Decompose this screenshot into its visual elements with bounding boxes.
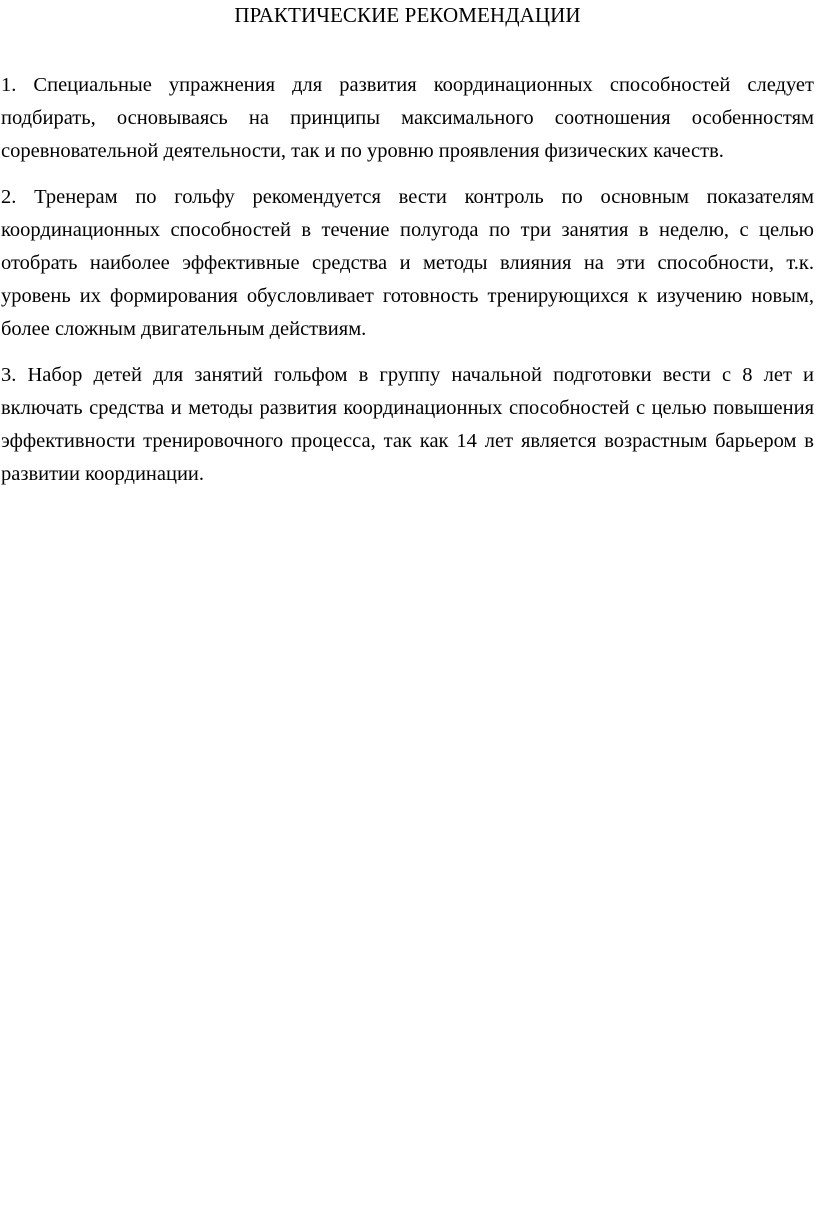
page-title: ПРАКТИЧЕСКИЕ РЕКОМЕНДАЦИИ	[234, 3, 581, 27]
recommendation-paragraph-1: 1. Специальные упражнения для развития координационных способностей следует подбирать, основываясь на принципы максимального соотношения особенностям соревновательной деятельности, так и по уровню проявления физических качеств.	[1, 74, 814, 162]
recommendation-paragraph-3: 3. Набор детей для занятий гольфом в группу начальной подготовки вести с 8 лет и включать средства и методы развития координационных способностей с целью повышения эффективности тренировочного процесса, так как 14 лет является возрастным барьером в развитии координации.	[1, 364, 814, 485]
recommendation-paragraph-2: 2. Тренерам по гольфу рекомендуется вести контроль по основным показателям координационных способностей в течение полугода по три занятия в неделю, с целью отобрать наиболее эффективные средства и методы влияния на эти способности, т.к. уровень их формирования обусловливает готовность тренирующихся к изучению новым, более сложным двигательным действиям.	[1, 186, 814, 340]
